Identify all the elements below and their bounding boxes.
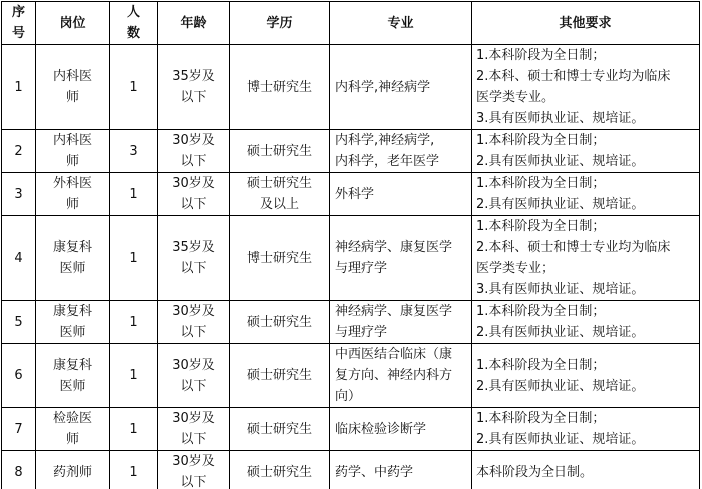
cell-line: 1.本科阶段为全日制； [476,133,606,148]
row-post-cell [36,344,110,408]
cell-line: 内科医 [52,69,92,84]
cell-line: 内科学,神经病学, [335,133,435,148]
row-requirements-cell [472,45,700,130]
row-seq-cell: 1 [2,45,36,130]
table-row [2,216,700,301]
table-row [2,408,700,451]
row-seq-cell: 7 [2,408,36,451]
cell-line: 硕士研究生 [246,143,312,159]
header-age: 年龄 [158,2,230,45]
row-post-cell [36,301,110,344]
cell-line: 中西医结合临床（康 [335,347,453,362]
row-major-cell [330,408,472,451]
cell-line: 医学类专业。 [476,90,555,105]
row-education-cell [230,408,330,451]
cell-line: 以下 [180,261,207,276]
row-count-cell: 1 [110,216,158,301]
cell-line: 博士研究生 [246,79,312,95]
row-major-cell [330,45,472,130]
row-age-cell [158,451,230,489]
header-major: 专业 [330,2,472,45]
cell-line: 2.具有医师执业证、规培证。 [476,325,645,340]
row-major-cell [330,173,472,216]
cell-line: 外科学 [335,186,375,202]
cell-line: 医师 [59,325,86,340]
cell-line: 师 [65,90,79,105]
cell-line: 硕士研究生 [246,368,312,383]
table-row [2,173,700,216]
cell-line: 1.本科阶段为全日制； [476,219,606,234]
row-requirements-cell [472,344,700,408]
cell-line: 2.具有医师执业证、规培证。 [476,432,645,447]
cell-line: 35岁及 [172,69,215,84]
cell-line: 2.具有医师执业证、规培证。 [476,197,645,212]
cell-line: 与理疗学 [335,261,388,276]
row-requirements-cell [472,130,700,173]
cell-line: 2.具有医师执业证、规培证。 [476,378,645,394]
row-major-cell [330,216,472,301]
cell-line: 硕士研究生 [246,464,312,480]
cell-line: 30岁及 [172,357,215,373]
cell-line: 30岁及 [172,176,215,191]
cell-line: 35岁及 [172,240,215,255]
header-other-requirements: 其他要求 [472,2,700,45]
cell-line: 以下 [180,90,207,105]
cell-line: 30岁及 [172,133,215,148]
cell-line: 医学类专业； [476,261,555,276]
cell-line: 30岁及 [172,411,215,426]
cell-line: 硕士研究生 [246,421,312,437]
cell-line: 康复科 [52,304,92,319]
row-age-cell [158,408,230,451]
row-age-cell [158,130,230,173]
cell-line: 3.具有医师执业证、规培证。 [476,282,645,297]
cell-line: 检验医 [52,411,92,426]
row-count-cell: 1 [110,45,158,130]
row-major-cell [330,130,472,173]
cell-line: 2.具有医师执业证、规培证。 [476,154,645,169]
row-post-cell [36,408,110,451]
row-seq-cell: 4 [2,216,36,301]
row-requirements-cell [472,451,700,489]
cell-line: 2.本科、硕士和博士专业均为临床 [476,69,671,84]
cell-line: 硕士研究生 [246,314,312,330]
cell-line: 神经病学、康复医学 [335,240,453,255]
row-requirements-cell [472,408,700,451]
cell-line: 复方向、神经内科方 [335,368,453,383]
table-body [2,45,700,489]
row-post-cell [36,451,110,489]
cell-line: 以下 [180,197,207,212]
cell-line: 1.本科阶段为全日制； [476,357,606,373]
cell-line: 药学、中药学 [335,464,414,480]
row-seq-cell: 6 [2,344,36,408]
row-education-cell [230,216,330,301]
cell-line: 2.本科、硕士和博士专业均为临床 [476,240,671,255]
row-seq-cell: 3 [2,173,36,216]
table-row [2,344,700,408]
cell-line: 内科医 [52,133,92,148]
row-major-cell [330,301,472,344]
cell-line: 30岁及 [172,454,215,469]
row-education-cell [230,451,330,489]
row-age-cell [158,45,230,130]
row-count-cell: 1 [110,344,158,408]
row-count-cell: 1 [110,408,158,451]
header-row [2,2,700,45]
cell-line: 向） [335,389,362,404]
table-row [2,451,700,489]
cell-line: 博士研究生 [246,250,312,266]
cell-line: 30岁及 [172,304,215,319]
row-requirements-cell [472,216,700,301]
cell-line: 师 [65,197,79,212]
cell-line: 以下 [180,432,207,447]
cell-line: 以下 [180,378,207,394]
row-age-cell [158,173,230,216]
header-count: 人 数 [110,2,158,45]
row-education-cell [230,173,330,216]
cell-line: 1.本科阶段为全日制； [476,411,606,426]
row-education-cell [230,130,330,173]
cell-line: 以下 [180,475,207,489]
cell-line: 以下 [180,325,207,340]
cell-line: 以下 [180,154,207,169]
cell-line: 1.本科阶段为全日制； [476,304,606,319]
row-major-cell [330,451,472,489]
cell-line: 本科阶段为全日制。 [476,464,594,480]
cell-line: 药剂师 [52,464,92,480]
cell-line: 硕士研究生 [246,176,312,191]
row-count-cell: 3 [110,130,158,173]
cell-line: 1.本科阶段为全日制； [476,176,606,191]
row-age-cell [158,301,230,344]
cell-line: 外科医 [52,176,92,191]
cell-line: 康复科 [52,357,92,373]
row-education-cell [230,45,330,130]
row-requirements-cell [472,173,700,216]
table-row [2,130,700,173]
cell-line: 1.本科阶段为全日制； [476,48,606,63]
cell-line: 医师 [59,261,86,276]
cell-line: 与理疗学 [335,325,388,340]
row-seq-cell: 2 [2,130,36,173]
table-row [2,301,700,344]
row-post-cell [36,45,110,130]
row-post-cell [36,216,110,301]
recruitment-table [1,1,700,489]
cell-line: 内科学,神经病学 [335,79,431,95]
row-count-cell: 1 [110,301,158,344]
row-seq-cell: 8 [2,451,36,489]
row-major-cell [330,344,472,408]
header-education: 学历 [230,2,330,45]
cell-line: 临床检验诊断学 [335,421,427,437]
row-age-cell [158,344,230,408]
header-seq: 序 号 [2,2,36,45]
row-seq-cell: 5 [2,301,36,344]
row-requirements-cell [472,301,700,344]
cell-line: 神经病学、康复医学 [335,304,453,319]
row-post-cell [36,173,110,216]
row-education-cell [230,344,330,408]
row-count-cell: 1 [110,173,158,216]
row-count-cell: 1 [110,451,158,489]
header-post: 岗位 [36,2,110,45]
row-post-cell [36,130,110,173]
cell-line: 内科学，老年医学 [335,154,440,169]
cell-line: 医师 [59,378,86,394]
table-row [2,45,700,130]
row-age-cell [158,216,230,301]
cell-line: 康复科 [52,240,92,255]
cell-line: 师 [65,432,79,447]
cell-line: 及以上 [259,197,299,212]
cell-line: 师 [65,154,79,169]
cell-line: 3.具有医师执业证、规培证。 [476,111,645,126]
row-education-cell [230,301,330,344]
